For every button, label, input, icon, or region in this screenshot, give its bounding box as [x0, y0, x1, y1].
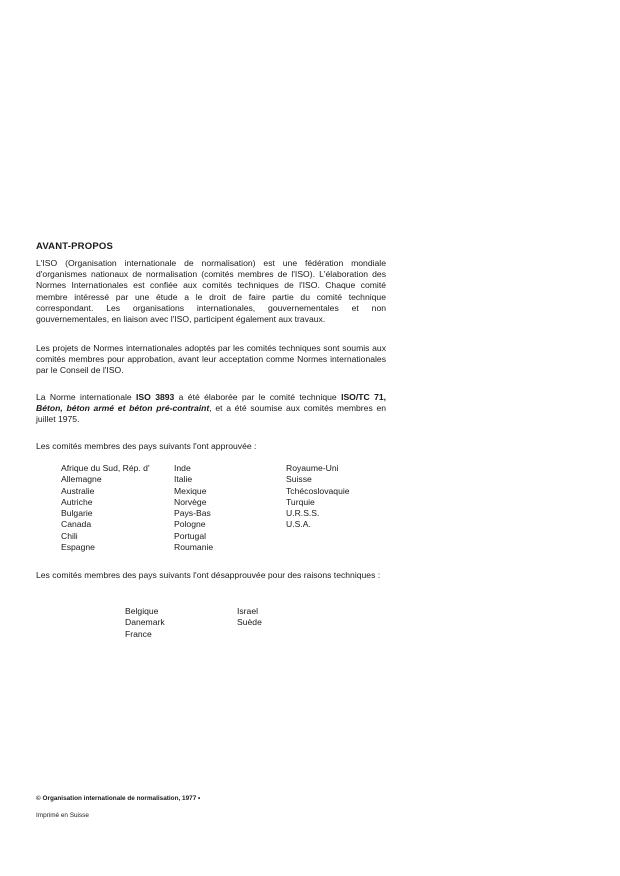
list-item: Belgique	[125, 606, 159, 616]
standard-number: ISO 3893	[136, 392, 175, 402]
disapproved-list-col1	[125, 606, 165, 640]
printed-in-notice: Imprimé en Suisse	[36, 812, 89, 819]
list-item: Bulgarie	[61, 508, 93, 519]
list-item: U.R.S.S.	[286, 508, 320, 519]
standard-text-3: , et a été soumise aux comités membres en juillet 1975.	[36, 403, 387, 425]
approved-list-col2	[174, 463, 213, 553]
list-item: Allemagne	[61, 474, 102, 485]
list-item: U.S.A.	[286, 519, 311, 530]
disapproved-list-col2	[237, 606, 262, 629]
list-item: Norvège	[174, 496, 207, 507]
list-item: Canada	[61, 519, 92, 530]
list-item: Afrique du Sud, Rép. d'	[61, 463, 150, 473]
list-item: France	[125, 628, 152, 639]
list-item: Roumanie	[174, 542, 214, 553]
list-item: Inde	[174, 463, 191, 473]
list-item: Espagne	[61, 542, 95, 553]
list-item: Australie	[61, 485, 95, 496]
list-item: Pologne	[174, 519, 206, 530]
section-heading: AVANT-PROPOS	[36, 241, 113, 252]
approval-process-paragraph: Les projets de Normes internationales adoptés par les comités techniques sont soumis aux comités membres pour approbation, avant leur acceptation comme Normes internationales par le Conseil de l'ISO.	[36, 343, 386, 376]
committee-title: Béton, béton armé et béton pré-contraint	[36, 403, 210, 414]
disapproved-intro: Les comités membres des pays suivants l'ont désapprouvée pour des raisons techniques :	[36, 570, 381, 580]
list-item: Mexique	[174, 485, 207, 496]
list-item: Italie	[174, 474, 193, 485]
list-item: Chili	[61, 530, 78, 541]
list-item: Suède	[237, 617, 262, 628]
list-item: Portugal	[174, 530, 207, 541]
list-item: Tchécoslovaquie	[286, 485, 350, 496]
committee-name: ISO/TC 71,	[341, 392, 387, 402]
list-item: Turquie	[286, 496, 315, 507]
approved-list-col1	[61, 463, 150, 553]
standard-paragraph	[36, 392, 386, 426]
list-item: Suisse	[286, 474, 312, 485]
approved-list-col3	[286, 463, 350, 531]
list-item: Autriche	[61, 496, 93, 507]
copyright-notice: © Organisation internationale de normalisation, 1977 •	[36, 795, 201, 802]
standard-text-2: a été élaborée par le comité technique	[174, 392, 342, 402]
list-item: Royaume-Uni	[286, 463, 339, 473]
standard-text-1: La Norme internationale	[36, 392, 137, 402]
list-item: Danemark	[125, 617, 165, 628]
approved-intro: Les comités membres des pays suivants l'ont approuvée :	[36, 441, 257, 451]
list-item: Pays-Bas	[174, 508, 211, 519]
intro-paragraph: L'ISO (Organisation internationale de normalisation) est une fédération mondiale d'organismes nationaux de normalisation (comités membres de l'ISO). L'élaboration des Normes Internationales est confiée aux comités techniques de l'ISO. Chaque comité membre intéressé par une étude a le droit de faire partie du comité technique correspondant. Les organisations internationales, gouvernementales et non gouvernementales, en liaison avec l'ISO, participent également aux travaux.	[36, 258, 386, 325]
list-item: Israel	[237, 606, 259, 616]
